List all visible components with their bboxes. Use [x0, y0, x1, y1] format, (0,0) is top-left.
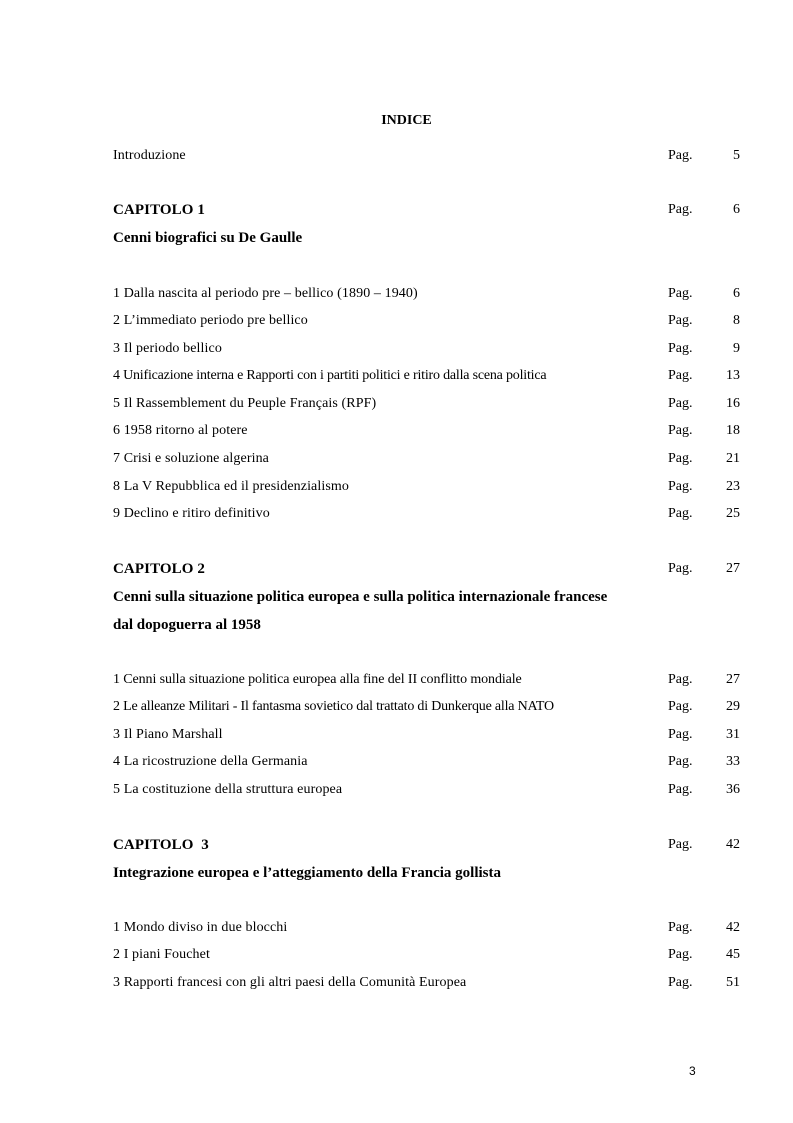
toc-page-number: 23 — [726, 479, 740, 494]
pag-label: Pag. — [668, 341, 693, 356]
toc-entry — [113, 396, 740, 418]
toc-entry-label: 1 Mondo diviso in due blocchi — [113, 920, 288, 935]
toc-page-number: 25 — [726, 506, 740, 521]
toc-page-number: 42 — [726, 920, 740, 935]
toc-entry-label: 6 1958 ritorno al potere — [113, 423, 248, 438]
toc-entry-label: Introduzione — [113, 148, 186, 163]
pag-label: Pag. — [668, 148, 693, 163]
toc-entry-label: 4 La ricostruzione della Germania — [113, 754, 308, 769]
toc-entry-label: 1 Cenni sulla situazione politica europea alla fine del II conflitto mondiale — [113, 672, 522, 687]
toc-entry — [113, 699, 740, 721]
chapter-1-subtitle: Cenni biografici su De Gaulle — [113, 230, 303, 246]
chapter-title: CAPITOLO 1 — [113, 202, 205, 218]
toc-entry-label: 5 La costituzione della struttura europea — [113, 782, 343, 797]
chapter-title: CAPITOLO 2 — [113, 561, 205, 577]
chapter-3-heading — [113, 837, 740, 859]
chapter-2-heading — [113, 561, 740, 583]
toc-entry — [113, 451, 740, 473]
toc-page-number: 6 — [733, 286, 740, 301]
toc-page-number: 6 — [733, 202, 740, 217]
toc-entry-label: 9 Declino e ritiro definitivo — [113, 506, 270, 521]
toc-entry-label: 8 La V Repubblica ed il presidenzialismo — [113, 479, 349, 494]
pag-label: Pag. — [668, 506, 693, 521]
pag-label: Pag. — [668, 368, 693, 383]
toc-page-number: 51 — [726, 975, 740, 990]
chapter-2-subtitle-line-1: Cenni sulla situazione politica europea e sulla politica internazionale francese — [113, 589, 608, 605]
pag-label: Pag. — [668, 920, 693, 935]
toc-entry-label: 2 I piani Fouchet — [113, 947, 210, 962]
pag-label: Pag. — [668, 727, 693, 742]
toc-entry-label: 5 Il Rassemblement du Peuple Français (RPF) — [113, 396, 377, 411]
toc-page-number: 18 — [726, 423, 740, 438]
pag-label: Pag. — [668, 313, 693, 328]
toc-entry — [113, 754, 740, 776]
pag-label: Pag. — [668, 975, 693, 990]
toc-entry-label: 7 Crisi e soluzione algerina — [113, 451, 269, 466]
toc-entry — [113, 286, 740, 308]
pag-label: Pag. — [668, 286, 693, 301]
toc-page-number: 27 — [726, 672, 740, 687]
toc-entry-label: 1 Dalla nascita al periodo pre – bellico (1890 – 1940) — [113, 286, 418, 301]
toc-entry-label: 3 Rapporti francesi con gli altri paesi della Comunità Europea — [113, 975, 467, 990]
toc-page-number: 21 — [726, 451, 740, 466]
toc-entry — [113, 506, 740, 528]
pag-label: Pag. — [668, 837, 693, 852]
chapter-title: CAPITOLO 3 — [113, 837, 209, 853]
toc-page-number: 36 — [726, 782, 740, 797]
toc-page-number: 42 — [726, 837, 740, 852]
toc-page-number: 8 — [733, 313, 740, 328]
pag-label: Pag. — [668, 396, 693, 411]
toc-entry-label: 2 Le alleanze Militari - Il fantasma sovietico dal trattato di Dunkerque alla NATO — [113, 699, 554, 714]
chapter-2-subtitle-line-2: dal dopoguerra al 1958 — [113, 617, 261, 633]
pag-label: Pag. — [668, 672, 693, 687]
toc-entry-label: 3 Il periodo bellico — [113, 341, 222, 356]
pag-label: Pag. — [668, 947, 693, 962]
toc-entry — [113, 423, 740, 445]
chapter-3-subtitle: Integrazione europea e l’atteggiamento della Francia gollista — [113, 865, 501, 881]
toc-entry — [113, 341, 740, 363]
pag-label: Pag. — [668, 782, 693, 797]
toc-page-number: 9 — [733, 341, 740, 356]
toc-entry — [113, 920, 740, 942]
pag-label: Pag. — [668, 699, 693, 714]
toc-page-number: 27 — [726, 561, 740, 576]
toc-entry — [113, 727, 740, 749]
pag-label: Pag. — [668, 561, 693, 576]
page-title: INDICE — [381, 113, 432, 128]
pag-label: Pag. — [668, 754, 693, 769]
toc-entry-label: 3 Il Piano Marshall — [113, 727, 223, 742]
toc-entry-label: 4 Unificazione interna e Rapporti con i partiti politici e ritiro dalla scena politica — [113, 368, 547, 383]
toc-entry — [113, 782, 740, 804]
toc-entry — [113, 672, 740, 694]
page-number: 3 — [689, 1064, 696, 1078]
toc-page-number: 16 — [726, 396, 740, 411]
toc-page-number: 31 — [726, 727, 740, 742]
toc-entry — [113, 313, 740, 335]
toc-entry-label: 2 L’immediato periodo pre bellico — [113, 313, 308, 328]
pag-label: Pag. — [668, 451, 693, 466]
toc-entry — [113, 947, 740, 969]
chapter-1-heading — [113, 202, 740, 224]
pag-label: Pag. — [668, 479, 693, 494]
pag-label: Pag. — [668, 423, 693, 438]
toc-page-number: 5 — [733, 148, 740, 163]
toc-page-number: 29 — [726, 699, 740, 714]
toc-page-number: 45 — [726, 947, 740, 962]
toc-page-number: 33 — [726, 754, 740, 769]
toc-page-number: 13 — [726, 368, 740, 383]
toc-entry — [113, 368, 740, 390]
toc-entry — [113, 975, 740, 997]
toc-entry — [113, 479, 740, 501]
toc-entry-introduzione — [113, 148, 740, 170]
pag-label: Pag. — [668, 202, 693, 217]
